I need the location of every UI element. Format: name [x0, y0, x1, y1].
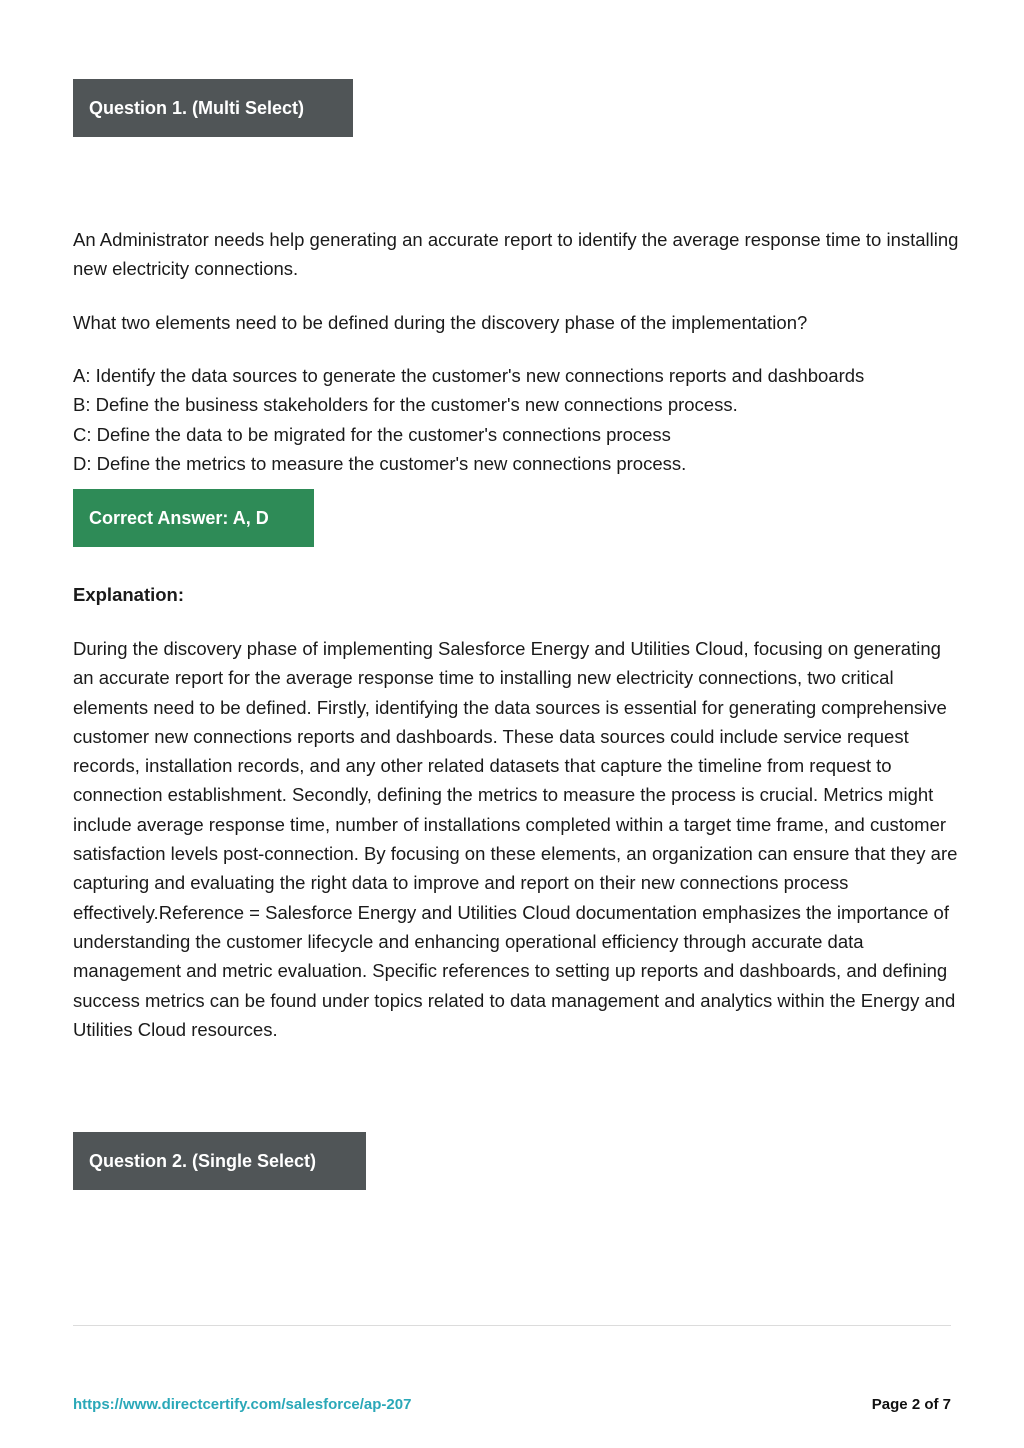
- question-stem: An Administrator needs help generating an accurate report to identify the average response time to installing new electricity connections.: [73, 229, 959, 280]
- option-d: D: Define the metrics to measure the customer's new connections process.: [73, 452, 687, 474]
- answer-options: [73, 361, 963, 478]
- option-a: A: Identify the data sources to generate the customer's new connections reports and dashboards: [73, 365, 865, 386]
- correct-answer-badge: Correct Answer: A, D: [73, 489, 314, 547]
- question-2-header: Question 2. (Single Select): [73, 1132, 366, 1190]
- footer-url-link[interactable]: https://www.directcertify.com/salesforce/ap-207: [73, 1396, 412, 1413]
- question-prompt: What two elements need to be defined during the discovery phase of the implementation?: [73, 312, 808, 333]
- option-c: C: Define the data to be migrated for the customer's connections process: [73, 423, 671, 445]
- page-number: Page 2 of 7: [871, 1396, 951, 1413]
- explanation-heading: Explanation:: [73, 584, 185, 605]
- footer-divider: [73, 1325, 951, 1326]
- question-1-header: Question 1. (Multi Select): [73, 79, 353, 137]
- explanation-text: During the discovery phase of implementing Salesforce Energy and Utilities Cloud, focusing on generating an accurate report for the average response time to installing new electricity connections, two critical elements need to be defined. Firstly, identifying the data sources is essential for generating comprehensive customer new connections reports and dashboards. These data sources could include service request records, installation records, and any other related datasets that capture the timeline from request to connection establishment. Secondly, defining the metrics to measure the process is crucial. Metrics might include average response time, number of installations completed within a target time frame, and customer satisfaction levels post-connection. By focusing on these elements, an organization can ensure that they are capturing and evaluating the right data to improve and report on their new connections process effectively.Reference = Salesforce Energy and Utilities Cloud documentation emphasizes the importance of understanding the customer lifecycle and enhancing operational efficiency through accurate data management and metric evaluation. Specific references to setting up reports and dashboards, and defining success metrics can be found under topics related to data management and analytics within the Energy and Utilities Cloud resources.: [73, 638, 958, 1040]
- option-b: B: Define the business stakeholders for the customer's new connections process.: [73, 394, 738, 416]
